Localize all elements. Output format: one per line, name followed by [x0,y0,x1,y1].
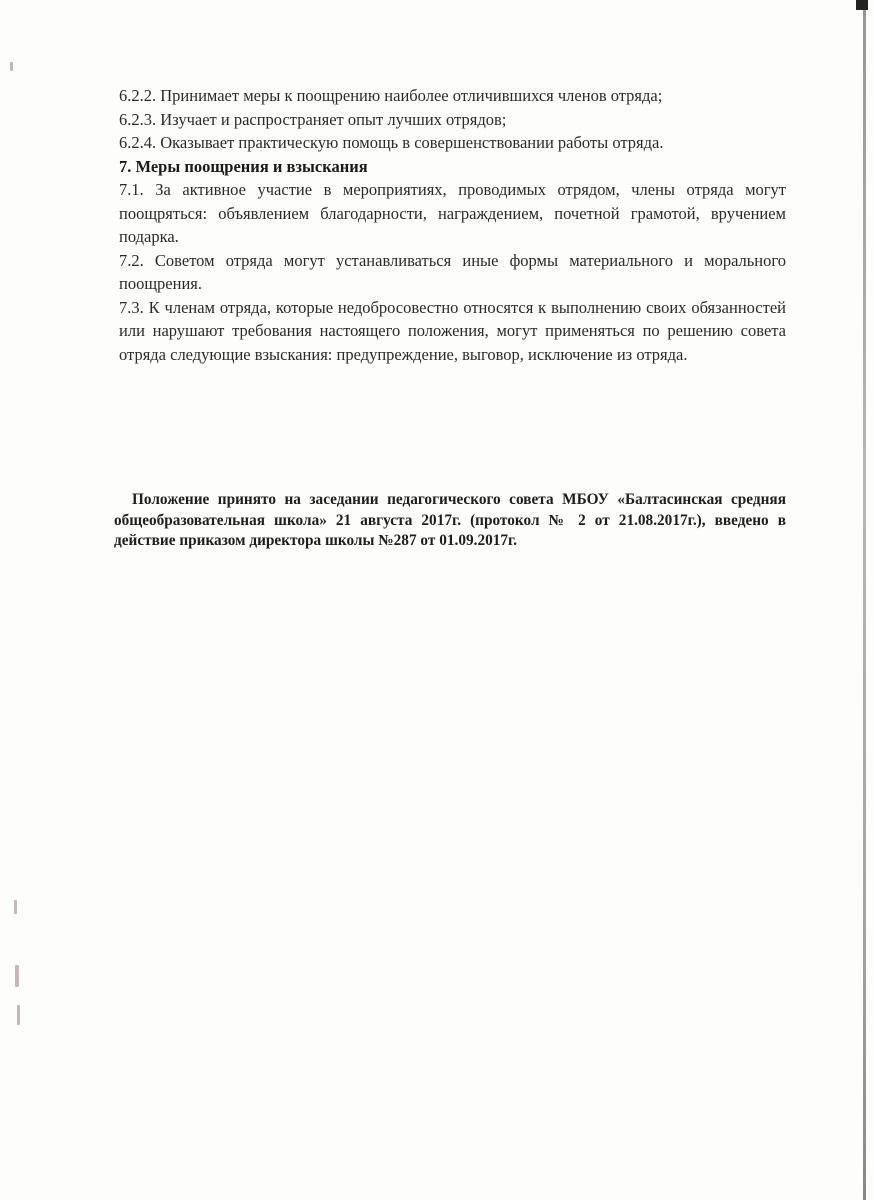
item-6-2-2: 6.2.2. Принимает меры к поощрению наиболее отличившихся членов отряда; [119,86,663,105]
scan-edge [863,0,866,1200]
scan-speck [15,965,19,987]
section-heading: 7. Меры поощрения и взыскания [119,156,368,176]
scan-speck [14,900,17,914]
paragraph-7-1: 7.1. За активное участие в мероприятиях, проводимых отрядом, члены отряда могут поощряться: объявлением благодарности, награждением, почетной грамотой, вручением подарка. [119,180,786,246]
item-6-2-4: 6.2.4. Оказывает практическую помощь в совершенствовании работы отряда. [119,133,664,152]
document-body [119,84,786,366]
paragraph-7-3: 7.3. К членам отряда, которые недобросовестно относятся к выполнению своих обязанностей или нарушают требования настоящего положения, могут применяться по решению совета отряда следующие взыскания: предупреждение, выговор, исключение из отряда. [119,297,786,364]
scan-speck [17,1005,20,1025]
item-6-2-3: 6.2.3. Изучает и распространяет опыт лучших отрядов; [119,109,507,129]
paragraph-7-2: 7.2. Советом отряда могут устанавливаться иные формы материального и морального поощрения. [119,250,786,293]
scan-corner-mark [856,0,868,10]
adoption-note: Положение принято на заседании педагогического совета МБОУ «Балтасинская средняя общеобразовательная школа» 21 августа 2017г. (протокол № 2 от 21.08.2017г.), введено в действие приказом директора школы №287 от 01.09.2017г. [114,491,786,550]
scan-speck [10,62,13,71]
